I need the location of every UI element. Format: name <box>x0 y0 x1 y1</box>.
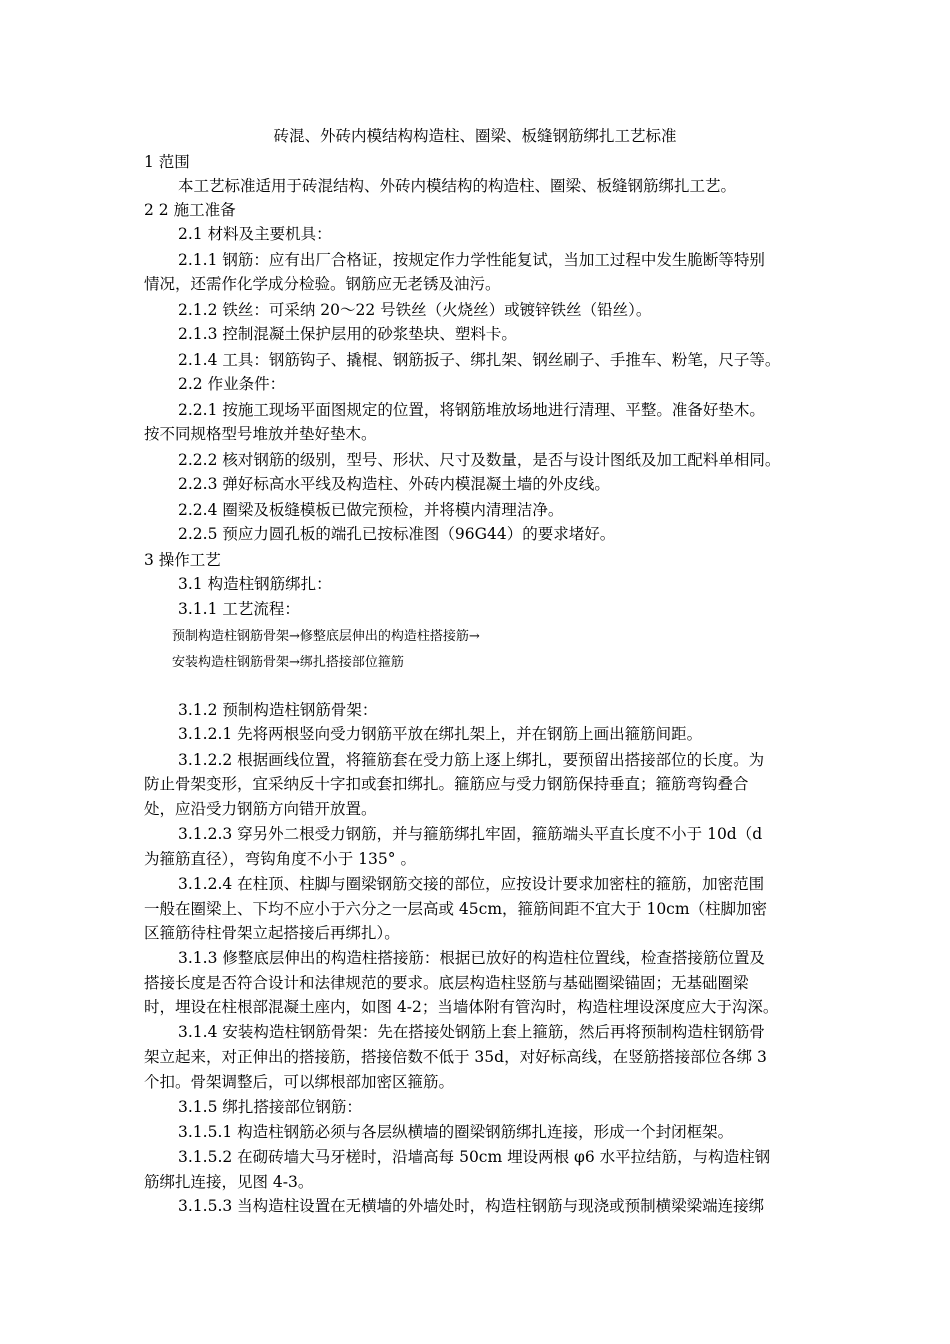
text-line: 2.1.2 铁丝：可采纳 20～22 号铁丝（火烧丝）或镀锌铁丝（铅丝）。 <box>178 301 652 319</box>
text-line: 2.2.4 圈梁及板缝模板已做完预检，并将模内清理洁净。 <box>178 501 564 519</box>
text-line: 2 2 施工准备 <box>144 201 236 219</box>
text-line: 2.2.5 预应力圆孔板的端孔已按标准图（96G44）的要求堵好。 <box>178 525 616 543</box>
text-line: 3.1.1 工艺流程： <box>178 600 300 618</box>
text-line: 3.1.2.2 根据画线位置，将箍筋套在受力筋上逐上绑扎，要预留出搭接部位的长度。为 <box>178 751 765 769</box>
text-line: 3.1.5 绑扎搭接部位钢筋： <box>178 1098 362 1116</box>
text-line: 安装构造柱钢筋骨架→绑扎搭接部位箍筋 <box>172 655 404 670</box>
text-line: 3.1.2.4 在柱顶、柱脚与圈梁钢筋交接的部位，应按设计要求加密柱的箍筋，加密范围 <box>178 875 765 893</box>
text-line: 预制构造柱钢筋骨架→修整底层伸出的构造柱搭接筋→ <box>172 629 480 644</box>
text-line: 一般在圈梁上、下均不应小于六分之一层高或 45cm，箍筋间距不宜大于 10cm（柱脚加密 <box>144 900 768 918</box>
text-line: 个扣。骨架调整后，可以绑根部加密区箍筋。 <box>144 1073 455 1091</box>
text-line: 筋绑扎连接，见图 4-3。 <box>144 1173 314 1191</box>
text-line: 架立起来，对正伸出的搭接筋，搭接倍数不低于 35d，对好标高线，在竖筋搭接部位各绑 3 <box>144 1048 767 1066</box>
text-line: 本工艺标准适用于砖混结构、外砖内模结构的构造柱、圈梁、板缝钢筋绑扎工艺。 <box>178 177 737 195</box>
text-line: 3.1 构造柱钢筋绑扎： <box>178 575 332 593</box>
text-line: 3.1.2.1 先将两根竖向受力钢筋平放在绑扎架上，并在钢筋上画出箍筋间距。 <box>178 725 703 743</box>
text-line: 2.2.2 核对钢筋的级别，型号、形状、尺寸及数量，是否与设计图纸及加工配料单相同。 <box>178 451 781 469</box>
text-line: 时，埋设在柱根部混凝土座内，如图 4-2；当墙体附有管沟时，构造柱埋设深度应大于沟深。 <box>144 998 779 1016</box>
text-line: 按不同规格型号堆放并垫好垫木。 <box>144 425 377 443</box>
text-line: 为箍筋直径），弯钩角度不小于 135° 。 <box>144 850 416 868</box>
text-line: 3.1.4 安装构造柱钢筋骨架：先在搭接处钢筋上套上箍筋，然后再将预制构造柱钢筋骨 <box>178 1023 765 1041</box>
text-line: 2.2 作业条件： <box>178 375 286 393</box>
text-line: 2.1.4 工具：钢筋钩子、撬棍、钢筋扳子、绑扎架、钢丝刷子、手推车、粉笔，尺子等。 <box>178 351 781 369</box>
text-line: 2.1.1 钢筋：应有出厂合格证，按规定作力学性能复试，当加工过程中发生脆断等特别 <box>178 251 765 269</box>
text-line: 2.2.1 按施工现场平面图规定的位置，将钢筋堆放场地进行清理、平整。准备好垫木。 <box>178 401 765 419</box>
document-title: 砖混、外砖内模结构构造柱、圈梁、板缝钢筋绑扎工艺标准 <box>273 127 677 145</box>
text-line: 3.1.2 预制构造柱钢筋骨架： <box>178 701 378 719</box>
text-line: 区箍筋待柱骨架立起搭接后再绑扎）。 <box>144 924 400 942</box>
text-line: 处，应沿受力钢筋方向错开放置。 <box>144 800 377 818</box>
text-line: 3.1.5.3 当构造柱设置在无横墙的外墙处时，构造柱钢筋与现浇或预制横梁梁端连接绑 <box>178 1197 765 1215</box>
text-line: 2.1 材料及主要机具： <box>178 225 332 243</box>
text-line: 1 范围 <box>144 153 190 171</box>
text-line: 防止骨架变形，宜采纳反十字扣或套扣绑扎。箍筋应与受力钢筋保持垂直；箍筋弯钩叠合 <box>144 775 749 793</box>
text-line: 搭接长度是否符合设计和法律规范的要求。底层构造柱竖筋与基础圈梁锚固；无基础圈梁 <box>144 974 749 992</box>
text-line: 3.1.2.3 穿另外二根受力钢筋，并与箍筋绑扎牢固，箍筋端头平直长度不小于 10d（d <box>178 825 763 843</box>
text-line: 情况，还需作化学成分检验。钢筋应无老锈及油污。 <box>144 275 501 293</box>
text-line: 3.1.3 修整底层伸出的构造柱搭接筋：根据已放好的构造柱位置线，检查搭接筋位置及 <box>178 949 765 967</box>
text-line: 3.1.5.1 构造柱钢筋必须与各层纵横墙的圈梁钢筋绑扎连接，形成一个封闭框架。 <box>178 1123 734 1141</box>
text-line: 3.1.5.2 在砌砖墙大马牙槎时，沿墙高每 50cm 埋设两根 φ6 水平拉结筋，与构造柱钢 <box>178 1148 771 1166</box>
text-line: 3 操作工艺 <box>144 551 221 569</box>
text-line: 2.2.3 弹好标高水平线及构造柱、外砖内模混凝土墙的外皮线。 <box>178 475 610 493</box>
text-line: 2.1.3 控制混凝土保护层用的砂浆垫块、塑料卡。 <box>178 325 517 343</box>
